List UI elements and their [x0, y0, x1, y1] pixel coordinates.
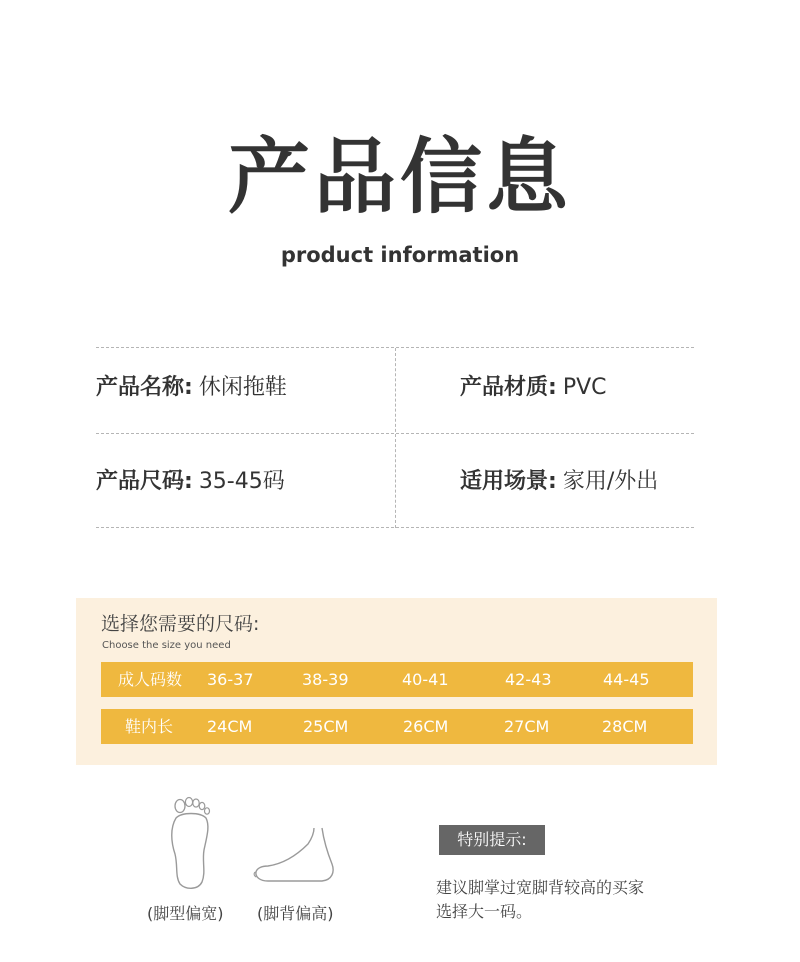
size-cell: 44-45: [603, 670, 650, 689]
size-cell: 38-39: [302, 670, 349, 689]
size-chart-subtitle: Choose the size you need: [102, 640, 231, 651]
info-scene: [460, 467, 658, 497]
info-size: [96, 467, 285, 497]
size-cell: 40-41: [402, 670, 449, 689]
size-row-inner-length: [101, 709, 693, 744]
size-row-label: 成人码数: [118, 670, 183, 689]
size-cell: 36-37: [207, 670, 254, 689]
wide-foot-icon: [160, 792, 220, 892]
info-scene-value: 家用/外出: [562, 469, 659, 494]
info-size-value: 35-45码: [198, 469, 285, 494]
size-cell: 26CM: [403, 717, 449, 736]
size-row-label: 鞋内长: [125, 717, 174, 736]
info-material-value: PVC: [562, 375, 607, 400]
special-tip-line-1: 建议脚掌过宽脚背较高的买家: [436, 878, 645, 897]
info-product-name-label: 产品名称:: [96, 375, 193, 400]
size-chart-title: 选择您需要的尺码:: [101, 613, 260, 635]
info-product-name: [96, 373, 287, 403]
size-cell: 28CM: [602, 717, 648, 736]
page-title: 产品信息: [227, 130, 572, 225]
size-row-adult-size: [101, 662, 693, 697]
high-instep-caption: (脚背偏高): [257, 904, 334, 923]
info-material-label: 产品材质:: [460, 375, 557, 400]
size-cell: 27CM: [504, 717, 550, 736]
info-product-name-value: 休闲拖鞋: [198, 375, 287, 400]
size-cell: 42-43: [505, 670, 552, 689]
special-tip-line-2: 选择大一码。: [436, 902, 533, 921]
info-size-label: 产品尺码:: [96, 469, 193, 494]
info-scene-label: 适用场景:: [460, 469, 557, 494]
info-material: [460, 373, 607, 403]
high-instep-foot-icon: [250, 826, 340, 886]
page-subtitle: product information: [280, 243, 520, 267]
wide-foot-caption: (脚型偏宽): [147, 904, 224, 923]
info-divider-vertical: [395, 348, 396, 528]
size-cell: 24CM: [207, 717, 253, 736]
special-tip-badge: 特别提示:: [439, 825, 545, 855]
size-cell: 25CM: [303, 717, 349, 736]
